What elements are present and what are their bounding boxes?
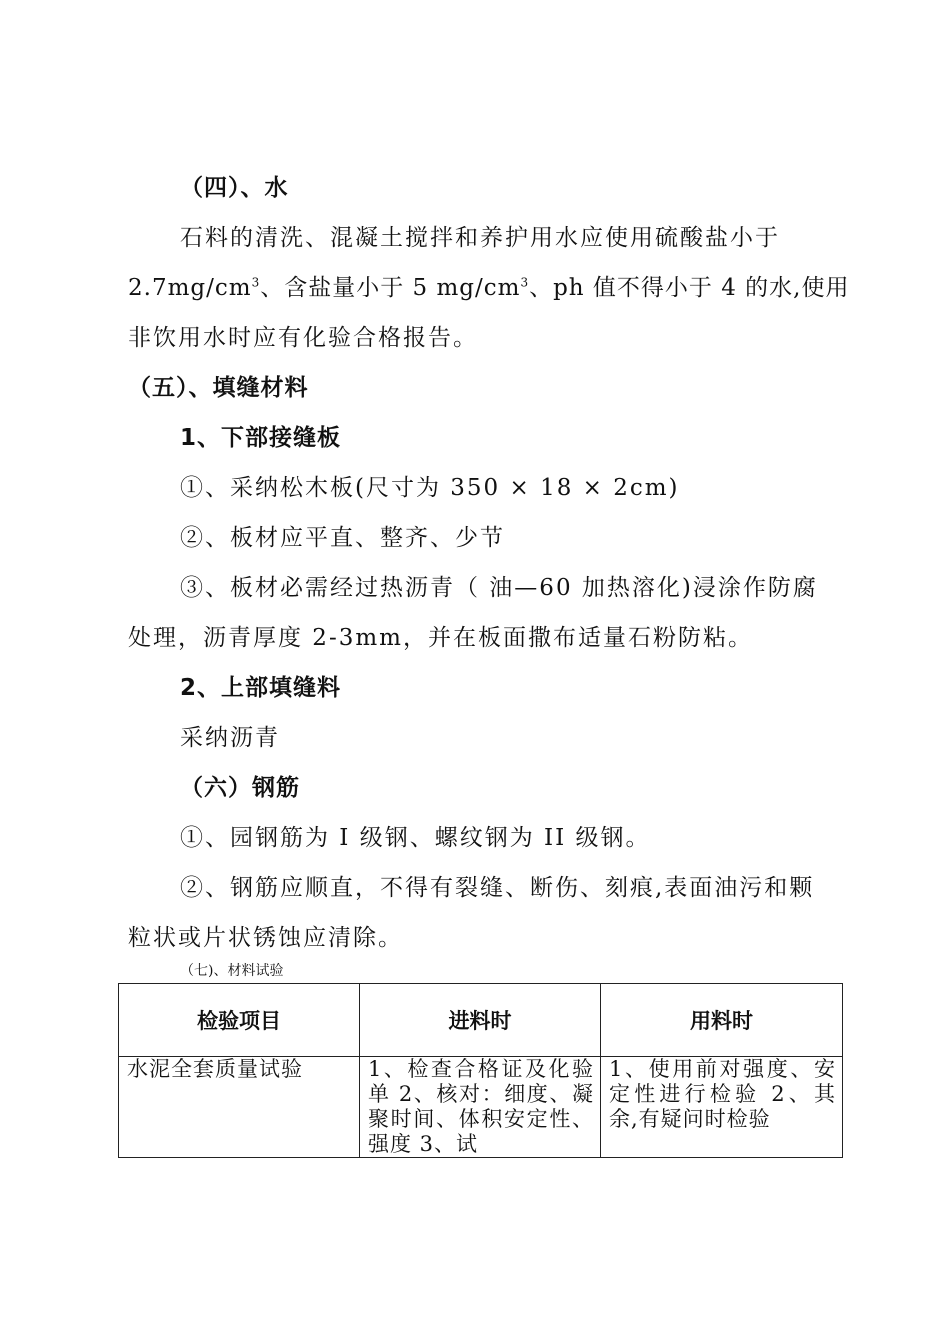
cell-incoming: 1、检查合格证及化验单 2、核对：细度、凝聚时间、体积安定性、强度 3、试 <box>360 1057 601 1158</box>
section-6-item-2-line-1: ②、钢筋应顺直，不得有裂缝、断伤、刻痕,表面油污和颗 <box>180 875 815 901</box>
superscript: 3 <box>520 275 530 290</box>
section-4-paragraph-line-1: 石料的清洗、混凝土搅拌和养护用水应使用硫酸盐小于 <box>180 225 780 251</box>
section-5-sub-2-heading: 2、上部填缝料 <box>180 675 342 701</box>
section-5-item-1: ①、采纳松木板(尺寸为 350 × 18 × 2cm) <box>180 475 680 501</box>
section-5-sub-1-heading: 1、下部接缝板 <box>180 425 342 451</box>
section-6-heading: （六）钢筋 <box>180 775 300 801</box>
section-5-heading: （五）、填缝材料 <box>128 375 309 401</box>
material-test-table <box>118 983 843 1158</box>
section-5-item-2: ②、板材应平直、整齐、少节 <box>180 525 505 551</box>
cell-using: 1、使用前对强度、安定性进行检验 2、其余,有疑问时检验 <box>601 1057 843 1158</box>
header-using: 用料时 <box>601 984 843 1057</box>
table-row <box>119 1057 843 1158</box>
section-6-item-2-line-2: 粒状或片状锈蚀应清除。 <box>128 925 403 951</box>
table-header-row <box>119 984 843 1057</box>
text-segment: 、含盐量小于 5 mg/cm <box>260 275 521 301</box>
cell-test-item: 水泥全套质量试验 <box>119 1057 360 1158</box>
text-segment: 、ph 值不得小于 4 的水,使用 <box>529 275 850 301</box>
section-4-paragraph-line-3: 非饮用水时应有化验合格报告。 <box>128 325 478 351</box>
header-test-item: 检验项目 <box>119 984 360 1057</box>
header-incoming: 进料时 <box>360 984 601 1057</box>
superscript: 3 <box>251 275 261 290</box>
section-5-item-3-line-1: ③、板材必需经过热沥青（ 油—60 加热溶化)浸涂作防腐 <box>180 575 818 601</box>
section-5-item-3-line-2: 处理，沥青厚度 2-3mm，并在板面撒布适量石粉防粘。 <box>128 625 753 651</box>
section-4-heading: （四）、水 <box>180 175 289 201</box>
section-4-paragraph-line-2 <box>128 272 850 304</box>
section-6-item-1: ①、园钢筋为 I 级钢、螺纹钢为 II 级钢。 <box>180 825 651 851</box>
section-5-sub-2-text: 采纳沥青 <box>180 725 280 751</box>
section-7-heading: （七)、材料试验 <box>180 963 284 979</box>
text-segment: 2.7mg/cm <box>128 275 252 301</box>
